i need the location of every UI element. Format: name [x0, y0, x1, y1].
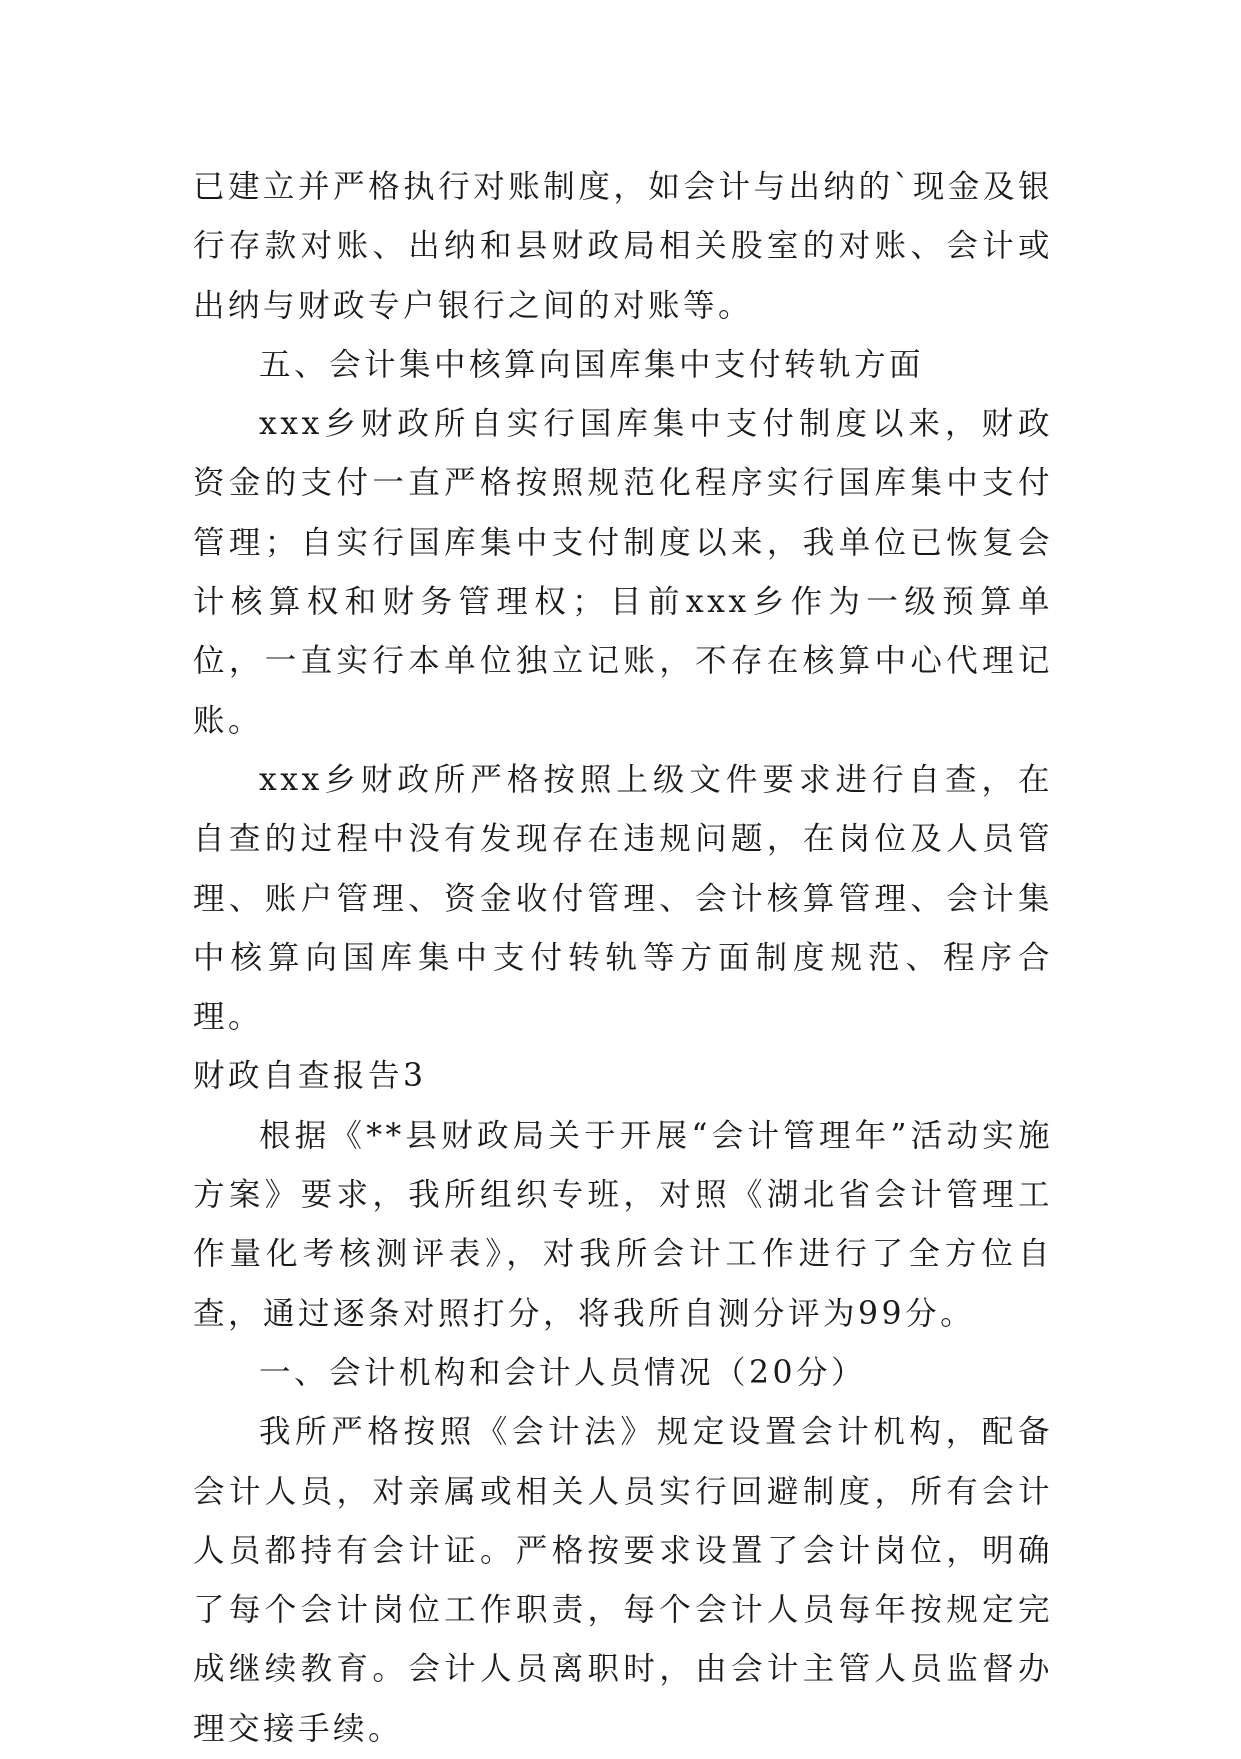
paragraph-self-inspection-summary: xxx乡财政所严格按照上级文件要求进行自查，在自查的过程中没有发现存在违规问题，在岗位及人员管理、账户管理、资金收付管理、会计核算管理、会计集中核算向国库集中支付转轨等方面制度规范、程序合理。 [193, 761, 1053, 1036]
paragraph-treasury-payment: xxx乡财政所自实行国库集中支付制度以来，财政资金的支付一直严格按照规范化程序实行国库集中支付管理；自实行国库集中支付制度以来，我单位已恢复会计核算权和财务管理权；目前xxx乡作为一级预算单位，一直实行本单位独立记账，不存在核算中心代理记账。 [193, 406, 1053, 739]
paragraph-report-intro: 根据《**县财政局关于开展“会计管理年”活动实施方案》要求，我所组织专班，对照《湖北省会计管理工作量化考核测评表》，对我所会计工作进行了全方位自查，通过逐条对照打分，将我所自测分评为99分。 [193, 1117, 1053, 1332]
document-body [193, 158, 1053, 1759]
section-heading-treasury-transition: 五、会计集中核算向国库集中支付转轨方面 [259, 346, 925, 383]
report-title: 财政自查报告3 [193, 1058, 427, 1095]
paragraph-accounting-staff: 我所严格按照《会计法》规定设置会计机构，配备会计人员，对亲属或相关人员实行回避制度，所有会计人员都持有会计证。严格按要求设置了会计岗位，明确了每个会计岗位工作职责，每个会计人员每年按规定完成继续教育。会计人员离职时，由会计主管人员监督办理交接手续。 [193, 1414, 1053, 1747]
section-heading-accounting-staff: 一、会计机构和会计人员情况（20分） [259, 1354, 867, 1391]
paragraph-reconciliation-continuation: 已建立并严格执行对账制度，如会计与出纳的`现金及银行存款对账、出纳和县财政局相关股室的对账、会计或出纳与财政专户银行之间的对账等。 [193, 169, 1053, 324]
